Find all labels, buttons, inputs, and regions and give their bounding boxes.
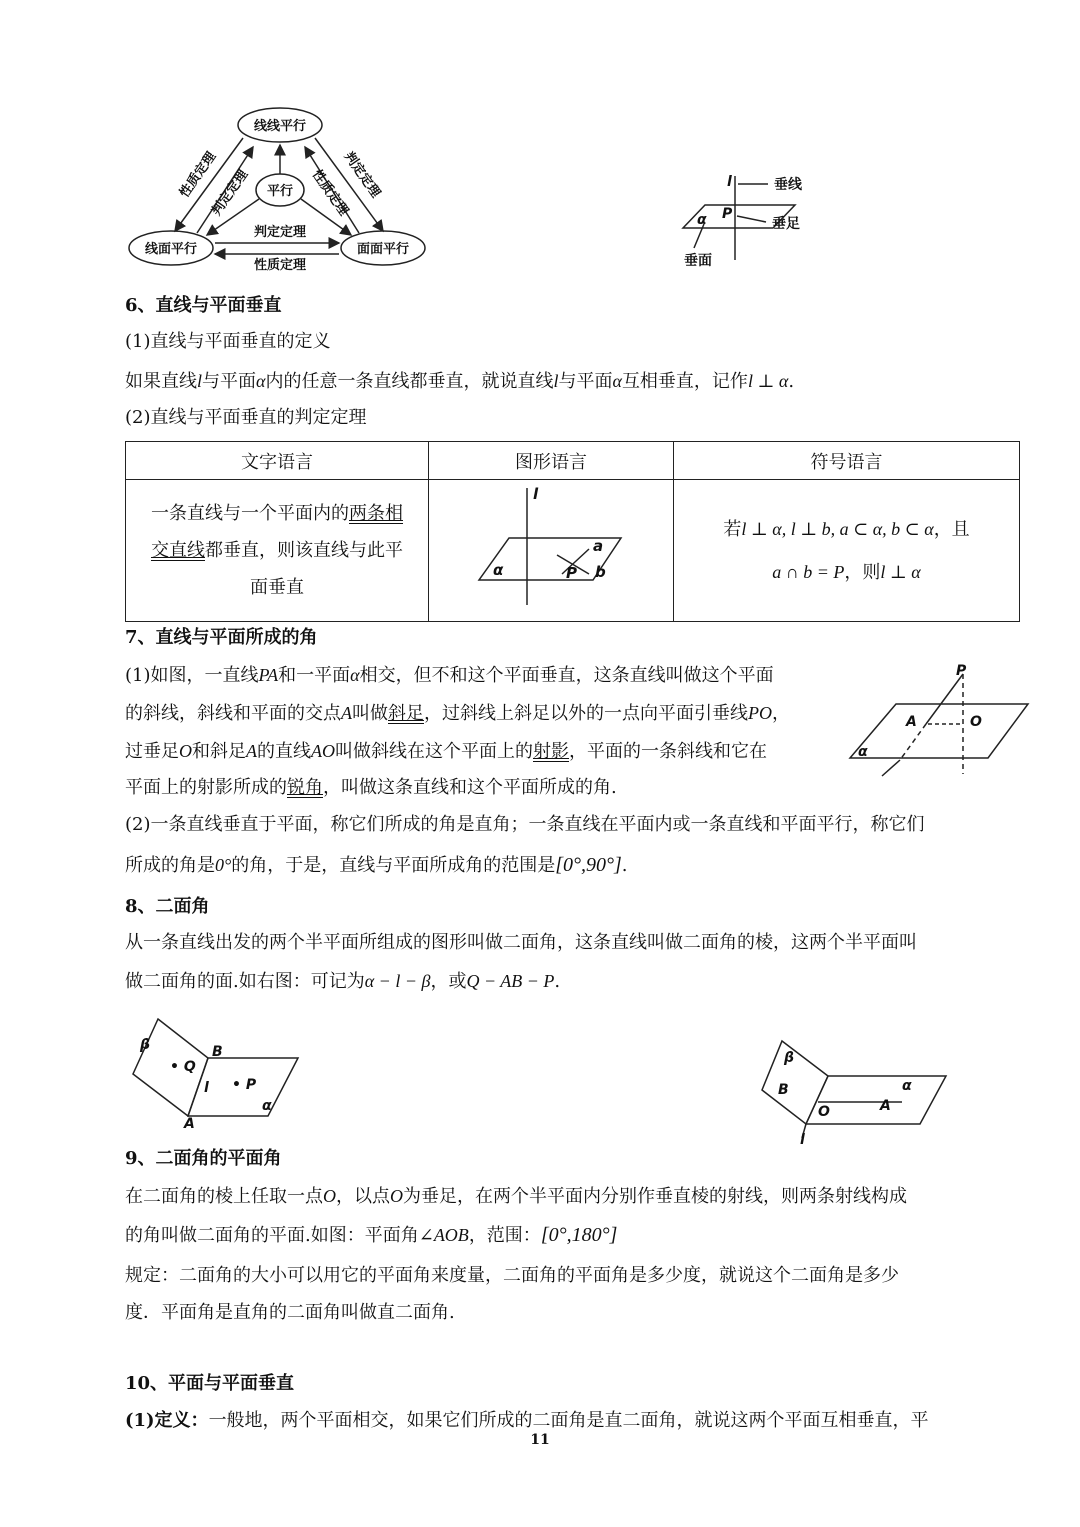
fig-b: b <box>595 563 606 581</box>
section-6-title: 6、直线与平面垂直 <box>125 295 282 316</box>
oblique-alpha: α <box>858 744 868 760</box>
node-parallel: 平行 <box>266 184 294 199</box>
text: ，平面的一条斜线和它在 <box>569 741 767 762</box>
text: 交直线 <box>151 540 205 561</box>
section-9-para-line2 <box>125 1222 617 1249</box>
perpendicular-line-figure <box>680 168 830 270</box>
text: ， <box>772 703 790 724</box>
fig-l: l <box>533 485 539 503</box>
perpendicular-theorem-table <box>125 441 1020 622</box>
math: 0° <box>215 855 232 875</box>
label-left-outer: 性质定理 <box>177 149 220 201</box>
dihedral-left-l: l <box>204 1080 209 1096</box>
text: 一条直线与一个平面内的 <box>151 503 349 524</box>
oblique-A: A <box>906 714 917 730</box>
perp-alpha-label: α <box>697 212 707 228</box>
dihedral-right-O: O <box>818 1104 830 1120</box>
section-6-sub1: (1)直线与平面垂直的定义 <box>125 331 331 352</box>
text: ，且 <box>933 518 970 540</box>
section-10-definition <box>125 1408 929 1434</box>
section-7-para-line2 <box>125 700 790 727</box>
text: 的斜线，斜线和平面的交点 <box>125 703 341 724</box>
text: 两条相 <box>349 503 403 524</box>
dihedral-right-B: B <box>778 1082 789 1098</box>
label-right-outer: 判定定理 <box>340 149 383 201</box>
dihedral-right-l: l <box>800 1132 805 1144</box>
text: 如果直线 <box>125 371 197 392</box>
text: . <box>554 971 561 992</box>
text: . <box>788 371 795 392</box>
section-9-rule-line2: 度．平面角是直角的二面角叫做直二面角. <box>125 1302 455 1323</box>
math: l ⊥ α <box>747 371 789 391</box>
dihedral-left-P: • P <box>232 1077 257 1093</box>
text: 相交，但不和这个平面垂直，这条直线叫做这个平面 <box>359 665 774 686</box>
text: ，叫做这条直线和这个平面所成的角. <box>323 777 617 798</box>
math: O <box>179 741 192 761</box>
text: 过垂足 <box>125 741 179 762</box>
section-7-para-line3 <box>125 738 767 765</box>
symbol-language-cell <box>674 480 1020 622</box>
text: 射影 <box>533 741 569 762</box>
dihedral-left-B: B <box>212 1044 223 1060</box>
math: α <box>612 371 622 391</box>
dihedral-right-beta: β <box>784 1050 795 1066</box>
section-6-sub2: (2)直线与平面垂直的判定定理 <box>125 407 367 428</box>
parallel-relations-diagram <box>125 103 435 275</box>
text: 所成的角是 <box>125 855 215 876</box>
fig-a: a <box>593 537 604 555</box>
dihedral-left-alpha: α <box>262 1098 272 1114</box>
perp-l-label: l <box>727 174 732 190</box>
math: O <box>390 1186 403 1206</box>
oblique-P: P <box>956 663 967 679</box>
text: 叫做 <box>352 703 388 724</box>
dihedral-left-Q: • Q <box>170 1059 196 1075</box>
fig-alpha: α <box>493 561 504 579</box>
section-9-title: 9、二面角的平面角 <box>125 1148 282 1169</box>
text: 内的任意一条直线都垂直，就说直线 <box>265 371 554 392</box>
section-7-para-line1 <box>125 662 774 689</box>
math: α <box>256 371 266 391</box>
text: 做二面角的面.如右图：可记为 <box>125 971 365 992</box>
node-line-line: 线线平行 <box>253 119 307 134</box>
fig-P: P <box>566 564 577 582</box>
math: α − l − β <box>364 971 431 991</box>
perp-foot-label: 垂足 <box>772 216 800 232</box>
label-right-inner: 性质定理 <box>308 167 351 219</box>
node-plane-plane: 面面平行 <box>356 242 410 257</box>
table-figure <box>471 483 631 613</box>
dihedral-figure-left <box>128 1014 303 1130</box>
section-8-para-line2 <box>125 968 560 995</box>
text: 的角，于是，直线与平面所成角的范围是 <box>231 855 556 876</box>
text: 为垂足，在两个半平面内分别作垂直棱的射线，则两条射线构成 <box>403 1186 907 1207</box>
math: O <box>323 1186 336 1206</box>
oblique-O: O <box>970 714 982 730</box>
table-header: 图形语言 <box>429 442 674 480</box>
section-8-para-line1: 从一条直线出发的两个半平面所组成的图形叫做二面角，这条直线叫做二面角的棱，这两个半平面叫 <box>125 932 917 953</box>
text: 在二面角的棱上任取一点 <box>125 1186 323 1207</box>
dihedral-right-A: A <box>880 1098 891 1114</box>
text: 叫做斜线在这个平面上的 <box>335 741 533 762</box>
dihedral-left-A: A <box>184 1116 195 1130</box>
math: l ⊥ α <box>880 561 921 582</box>
text: ，范围： <box>468 1225 541 1246</box>
table-header-row <box>126 442 1020 480</box>
math: A <box>341 703 352 723</box>
math: PO <box>748 703 772 723</box>
math: l <box>197 371 203 391</box>
math: PA <box>258 665 279 685</box>
text: ，或 <box>430 971 467 992</box>
text: 与平面 <box>558 371 613 392</box>
math: a ∩ b = P <box>772 561 845 582</box>
label-bottom-lower: 性质定理 <box>253 258 307 273</box>
section-9-rule-line1: 规定：二面角的大小可以用它的平面角来度量，二面角的平面角是多少度，就说这个二面角是多少 <box>125 1265 899 1286</box>
table-header: 文字语言 <box>126 442 429 480</box>
text-language-cell <box>126 480 429 622</box>
dihedral-figure-right <box>756 1038 948 1144</box>
perp-vline-label: 垂线 <box>774 177 802 193</box>
math: α <box>350 665 360 685</box>
math: [0°,180°] <box>540 1224 618 1246</box>
section-8-title: 8、二面角 <box>125 896 210 917</box>
text: 互相垂直，记作 <box>621 371 748 392</box>
section-6-definition <box>125 368 794 395</box>
label-bottom-upper: 判定定理 <box>253 225 307 240</box>
text: ，则 <box>844 561 881 583</box>
math: [0°,90°] <box>555 854 622 876</box>
perp-plane-label: 垂面 <box>684 253 712 269</box>
text: 一般地，两个平面相交，如果它们所成的二面角是直二面角，就说这两个平面互相垂直，平 <box>208 1410 929 1431</box>
text: ，以点 <box>336 1186 390 1207</box>
label-left-inner: 判定定理 <box>209 167 252 219</box>
text: 的角叫做二面角的平面.如图：平面角 <box>125 1225 419 1246</box>
node-line-plane: 线面平行 <box>144 242 198 257</box>
math: Q − AB − P <box>466 971 555 991</box>
section-7-para2-line1: (2)一条直线垂直于平面，称它们所成的角是直角；一条直线在平面内或一条直线和平面平行，称它们 <box>125 814 925 835</box>
text: (1)如图，一直线 <box>125 665 259 686</box>
text: 平面上的射影所成的 <box>125 777 287 798</box>
oblique-line-figure <box>848 662 1034 780</box>
text: 面垂直 <box>250 577 304 598</box>
section-7-title: 7、直线与平面所成的角 <box>125 627 318 648</box>
math: l ⊥ α, l ⊥ b, a ⊂ α, b ⊂ α <box>741 518 934 539</box>
section-7-para2-line2 <box>125 852 628 879</box>
math: A <box>246 741 257 761</box>
math: AO <box>311 741 335 761</box>
text: . <box>621 855 628 876</box>
section-7-para-line4 <box>125 775 617 801</box>
text: 都垂直，则该直线与此平 <box>205 540 403 561</box>
text: (1)定义： <box>125 1410 209 1431</box>
section-10-title: 10、平面与平面垂直 <box>125 1373 295 1394</box>
text: 斜足 <box>388 703 424 724</box>
text: 与平面 <box>202 371 257 392</box>
table-header: 符号语言 <box>674 442 1020 480</box>
text: 锐角 <box>287 777 323 798</box>
dihedral-left-beta: β <box>140 1037 151 1053</box>
section-9-para-line1 <box>125 1183 907 1210</box>
math: ∠AOB <box>418 1225 469 1245</box>
table-row <box>126 480 1020 622</box>
math: l <box>553 371 559 391</box>
dihedral-right-alpha: α <box>902 1078 912 1094</box>
text: 和一平面 <box>278 665 351 686</box>
text: 的直线 <box>257 741 311 762</box>
page-number: 11 <box>530 1432 550 1448</box>
figure-language-cell <box>429 480 674 622</box>
text: ，过斜线上斜足以外的一点向平面引垂线 <box>424 703 748 724</box>
perp-P-label: P <box>722 206 733 222</box>
text: 若 <box>723 518 742 540</box>
text: 和斜足 <box>192 741 246 762</box>
